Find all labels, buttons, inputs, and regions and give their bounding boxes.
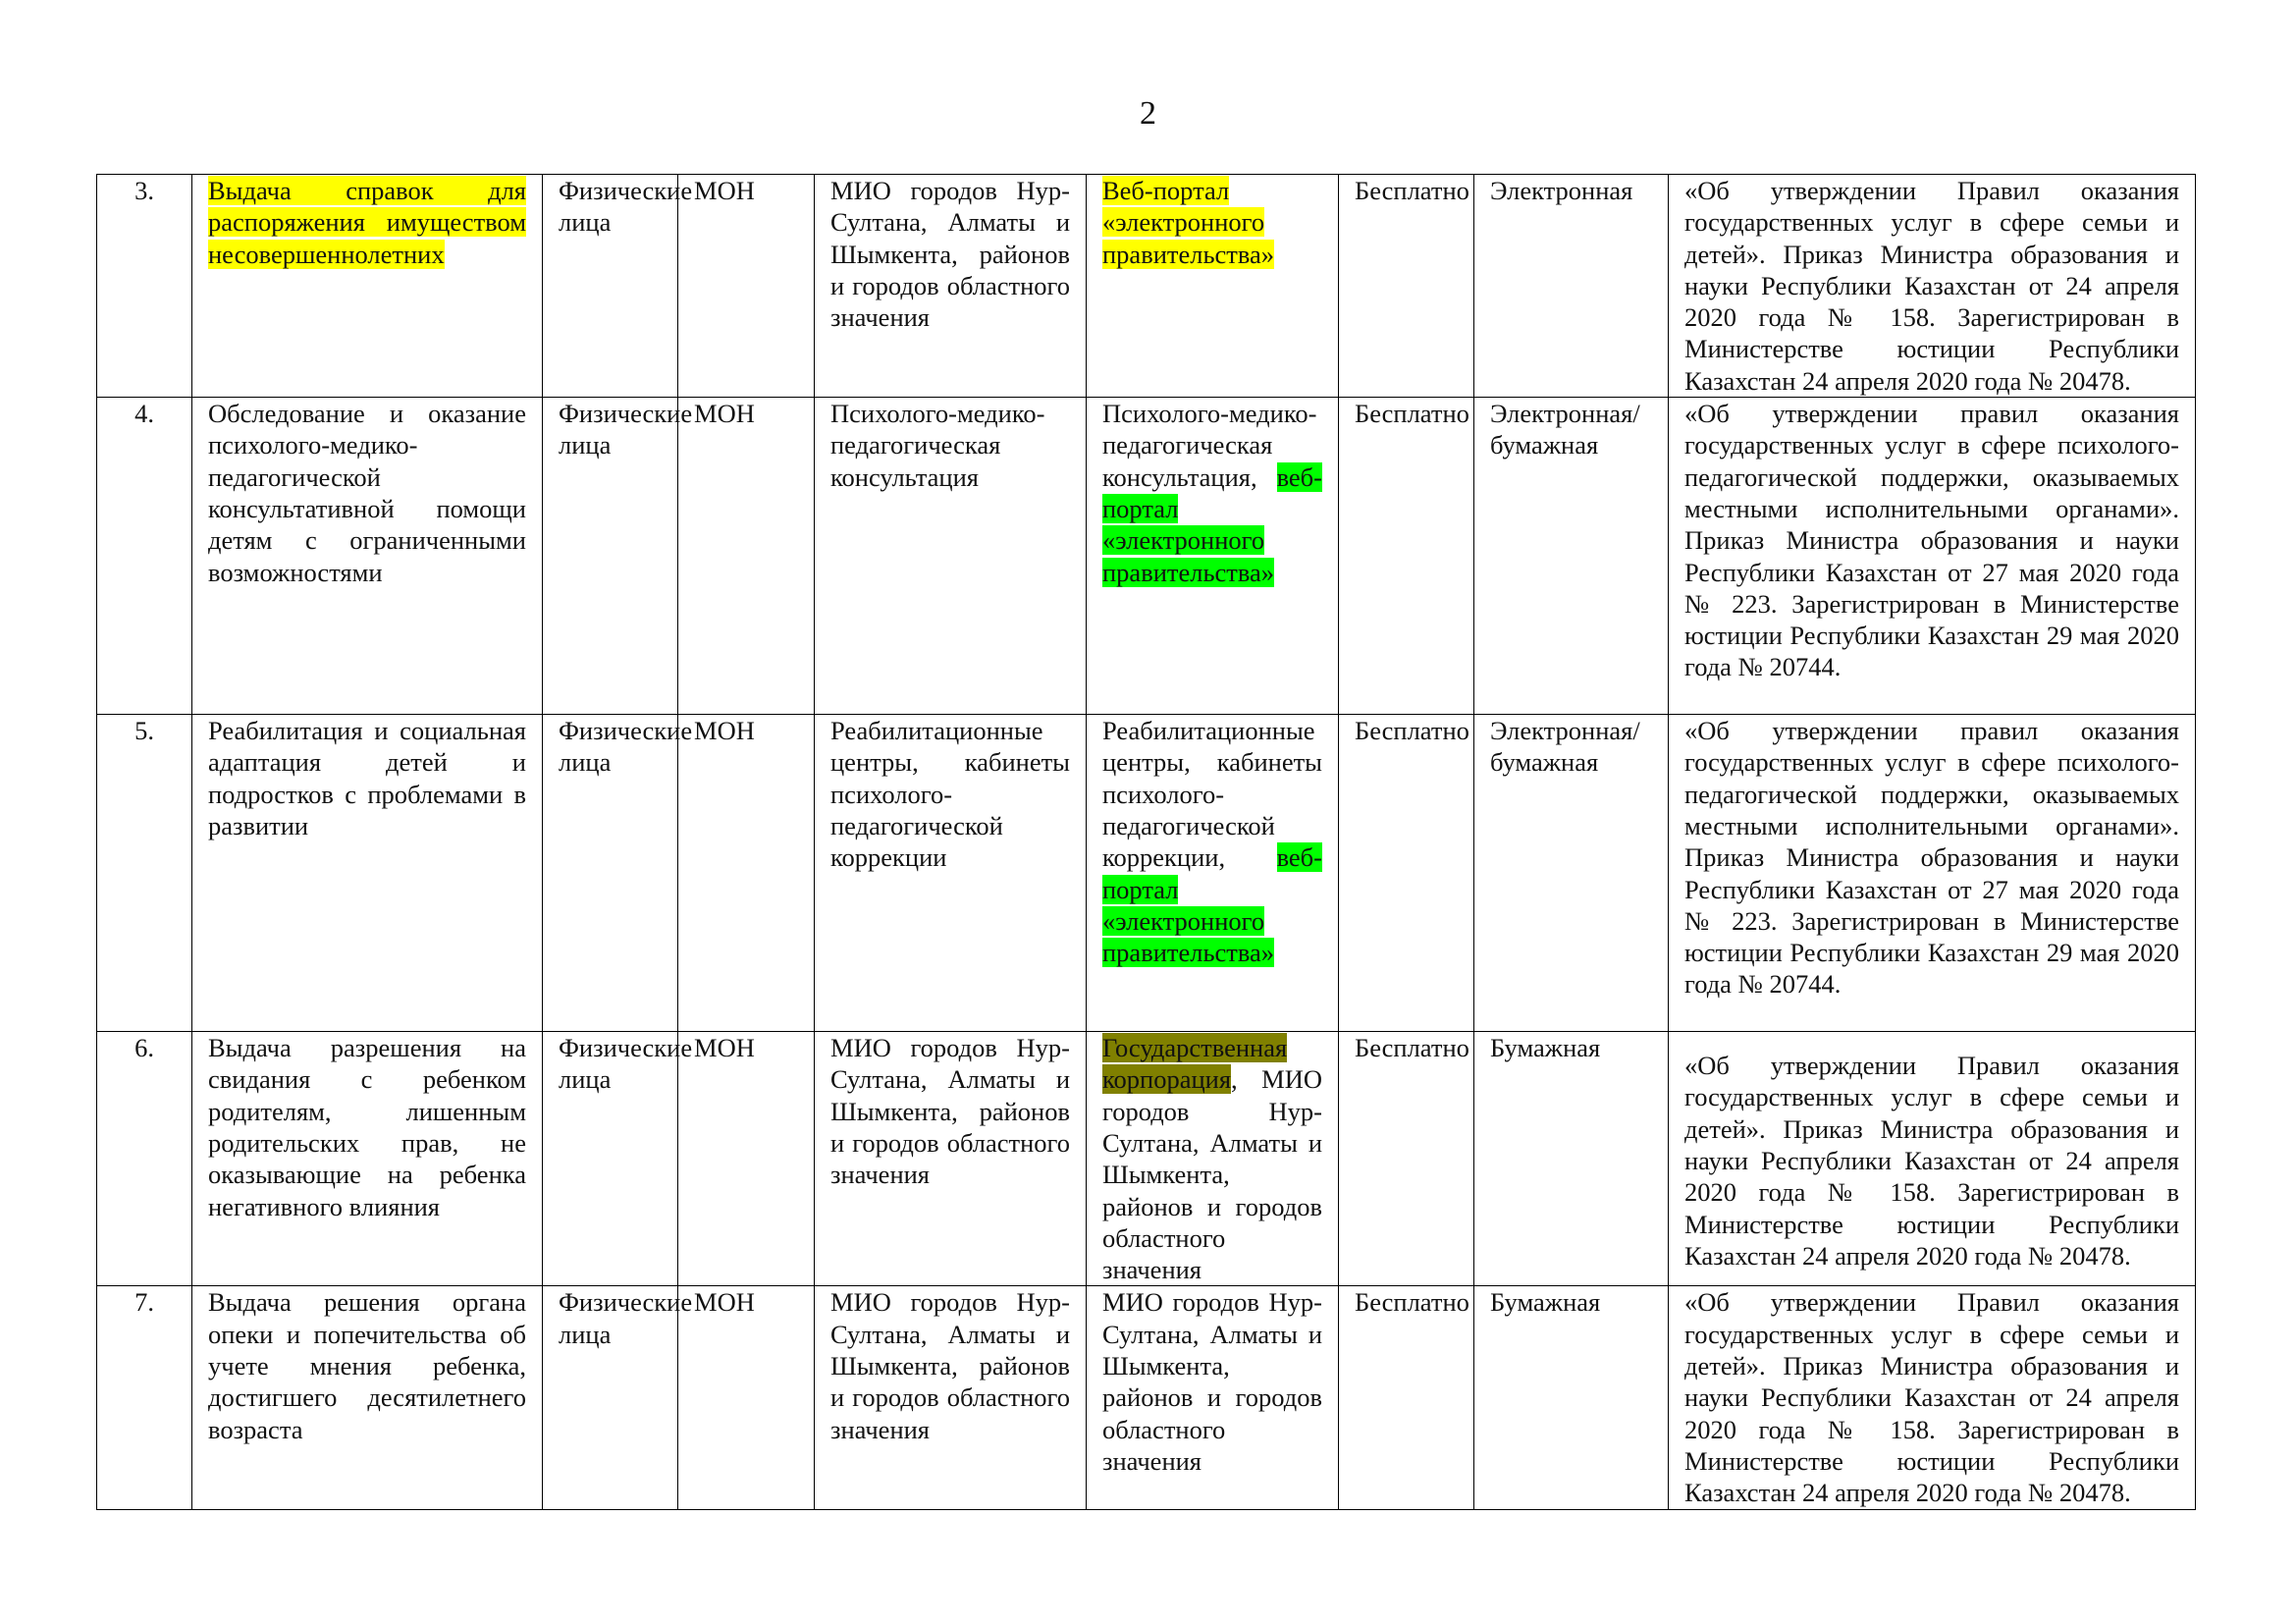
legal-basis-cell: «Об утверждении Правил оказания государственных услуг в сфере семьи и детей». Приказ Министра образования и науки Республики Казахстан от 24 апреля 2020 года № 158. Зарегистрирован в Министерстве юстиции Республики Казахстан 24 апреля 2020 года № 20478. [1669, 175, 2196, 398]
ministry-cell: МОН [678, 1286, 815, 1509]
cost-cell: Бесплатно [1339, 715, 1474, 1032]
table-row [97, 1286, 2196, 1509]
row-number: 5. [97, 715, 192, 1032]
table-row [97, 398, 2196, 715]
table-row [97, 175, 2196, 398]
row-number: 4. [97, 398, 192, 715]
page-number: 2 [1140, 95, 1156, 132]
service-name-cell [192, 175, 543, 398]
channel-cell [1087, 715, 1339, 1032]
cost-cell: Бесплатно [1339, 1032, 1474, 1286]
channel-plain-text: Психолого-медико-педагогическая консультация, [1102, 399, 1317, 492]
channel-plain-text: Реабилитационные центры, кабинеты психолого-педагогической коррекции, [1102, 716, 1322, 873]
service-name-highlight: Выдача справок для распоряжения имуществом несовершеннолетних [208, 176, 526, 269]
channel-highlight: веб-портал «электронного правительства» [1102, 842, 1322, 968]
provider-cell: Психолого-медико-педагогическая консультация [815, 398, 1087, 715]
provider-cell: МИО городов Нур-Султана, Алматы и Шымкента, районов и городов областного значения [815, 1286, 1087, 1509]
recipients-cell: Физические лица [543, 715, 678, 1032]
provider-cell: МИО городов Нур-Султана, Алматы и Шымкента, районов и городов областного значения [815, 1032, 1087, 1286]
cell-top-gap [1684, 1032, 2179, 1050]
legal-basis-text: «Об утверждении Правил оказания государственных услуг в сфере семьи и детей». Приказ Министра образования и науки Республики Казахстан от 24 апреля 2020 года № 158. Зарегистрирован в Министерстве юстиции Республики Казахстан 24 апреля 2020 года № 20478. [1684, 1051, 2179, 1271]
recipients-cell: Физические лица [543, 175, 678, 398]
legal-basis-cell: «Об утверждении Правил оказания государственных услуг в сфере семьи и детей». Приказ Министра образования и науки Республики Казахстан от 24 апреля 2020 года № 158. Зарегистрирован в Министерстве юстиции Республики Казахстан 24 апреля 2020 года № 20478. [1669, 1286, 2196, 1509]
row-number: 6. [97, 1032, 192, 1286]
recipients-cell: Физические лица [543, 1032, 678, 1286]
form-cell: Бумажная [1474, 1032, 1669, 1286]
cost-cell: Бесплатно [1339, 398, 1474, 715]
form-cell: Электронная/ бумажная [1474, 715, 1669, 1032]
form-cell: Электронная/ бумажная [1474, 398, 1669, 715]
form-cell: Электронная [1474, 175, 1669, 398]
channel-cell [1087, 175, 1339, 398]
service-name-cell: Обследование и оказание психолого-медико-педагогической консультативной помощи детям с ограниченными возможностями [192, 398, 543, 715]
services-table [96, 174, 2196, 1510]
service-name-cell: Выдача разрешения на свидания с ребенком родителям, лишенным родительских прав, не оказывающие на ребенка негативного влияния [192, 1032, 543, 1286]
legal-basis-cell: «Об утверждении правил оказания государственных услуг в сфере психолого-педагогической поддержки, оказываемых местными исполнительными органами». Приказ Министра образования и науки Республики Казахстан от 27 мая 2020 года № 223. Зарегистрирован в Министерстве юстиции Республики Казахстан 29 мая 2020 года № 20744. [1669, 715, 2196, 1032]
provider-cell: Реабилитационные центры, кабинеты психолого-педагогической коррекции [815, 715, 1087, 1032]
channel-cell: МИО городов Нур-Султана, Алматы и Шымкента, районов и городов областного значения [1087, 1286, 1339, 1509]
recipients-cell: Физические лица [543, 1286, 678, 1509]
channel-highlight: Государственная корпорация [1102, 1033, 1288, 1095]
ministry-cell: МОН [678, 398, 815, 715]
legal-basis-cell [1669, 1032, 2196, 1286]
row-number: 7. [97, 1286, 192, 1509]
ministry-cell: МОН [678, 1032, 815, 1286]
recipients-cell: Физические лица [543, 398, 678, 715]
table-row [97, 1032, 2196, 1286]
channel-highlight: веб-портал «электронного правительства» [1102, 461, 1322, 587]
channel-after-text: , МИО городов Нур-Султана, Алматы и Шымкента, районов и городов областного значения [1102, 1064, 1322, 1285]
table-row [97, 715, 2196, 1032]
channel-highlight: Веб-портал «электронного правительства» [1102, 176, 1275, 269]
form-cell: Бумажная [1474, 1286, 1669, 1509]
channel-cell [1087, 398, 1339, 715]
provider-cell: МИО городов Нур-Султана, Алматы и Шымкента, районов и городов областного значения [815, 175, 1087, 398]
channel-cell [1087, 1032, 1339, 1286]
cost-cell: Бесплатно [1339, 1286, 1474, 1509]
service-name-cell: Выдача решения органа опеки и попечительства об учете мнения ребенка, достигшего десятилетнего возраста [192, 1286, 543, 1509]
legal-basis-cell: «Об утверждении правил оказания государственных услуг в сфере психолого-педагогической поддержки, оказываемых местными исполнительными органами». Приказ Министра образования и науки Республики Казахстан от 27 мая 2020 года № 223. Зарегистрирован в Министерстве юстиции Республики Казахстан 29 мая 2020 года № 20744. [1669, 398, 2196, 715]
ministry-cell: МОН [678, 715, 815, 1032]
cost-cell: Бесплатно [1339, 175, 1474, 398]
ministry-cell: МОН [678, 175, 815, 398]
service-name-cell: Реабилитация и социальная адаптация детей и подростков с проблемами в развитии [192, 715, 543, 1032]
row-number: 3. [97, 175, 192, 398]
